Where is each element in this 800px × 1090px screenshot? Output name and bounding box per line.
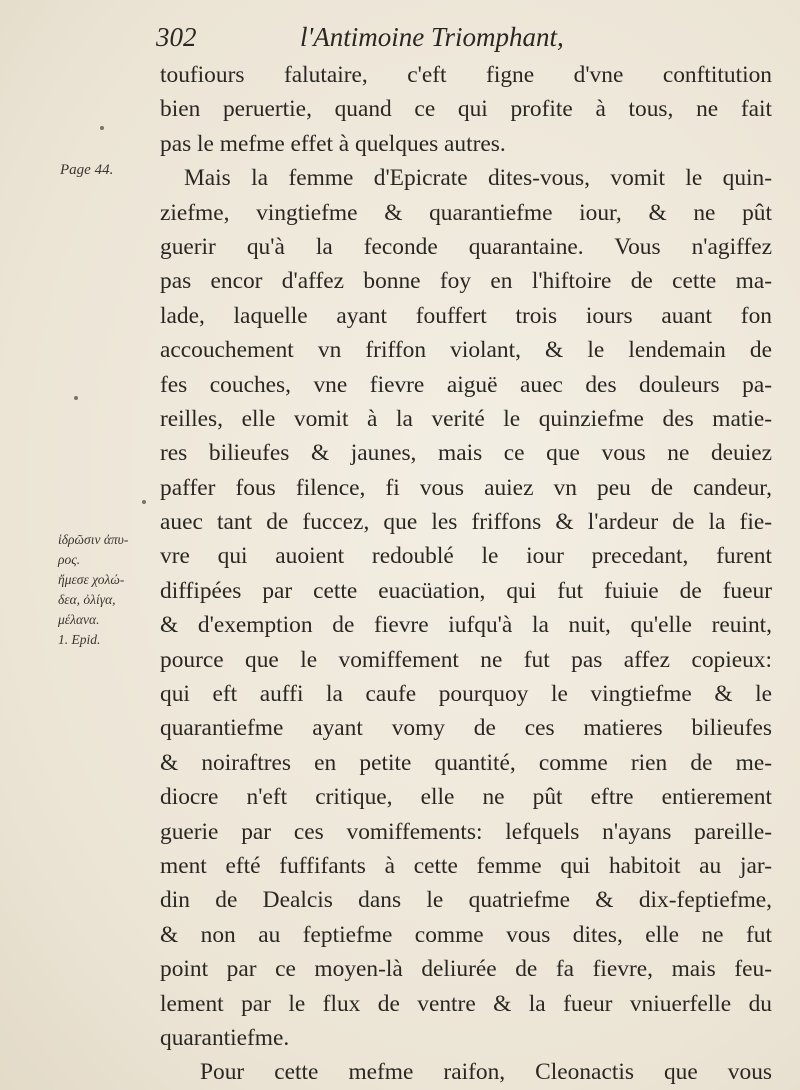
text-line: ment efté fuffifants à cette femme qui habitoit au jar- [160, 852, 772, 879]
text-line: diocre n'eft critique, elle ne pût eftre entierement [160, 784, 772, 811]
page-number: 302 [156, 22, 197, 52]
text-line: lement par le flux de ventre & la fueur vniuerfelle du [160, 990, 772, 1017]
running-title: l'Antimoine Triomphant, [300, 22, 564, 52]
text-line: guerir qu'à la feconde quarantaine. Vous n'agiffez [160, 233, 772, 260]
text-line: diffipées par cette euacüation, qui fut fuiuie de fueur [160, 577, 772, 604]
text-line: Mais la femme d'Epicrate dites-vous, vomit le quin- [184, 165, 772, 192]
page-header [150, 22, 790, 62]
text-line: pas le mefme effet à quelques autres. [160, 130, 506, 157]
text-line: ziefme, vingtiefme & quarantiefme iour, & ne pût [160, 199, 772, 226]
text-line: quarantiefme. [160, 1024, 290, 1051]
text-line: fes couches, vne fievre aiguë auec des douleurs pa- [160, 371, 772, 398]
text-line: & d'exemption de fievre iufqu'à la nuit, qu'elle reuint, [160, 612, 772, 639]
margin-note-greek-citation [58, 530, 158, 650]
text-line: res bilieufes & jaunes, mais ce que vous ne deuiez [160, 440, 772, 467]
text-line: point par ce moyen-là deliurée de fa fievre, mais feu- [160, 956, 772, 983]
margin-note-line: ἤμεσε χολώ- [58, 572, 125, 587]
text-line: din de Dealcis dans le quatriefme & dix-feptiefme, [160, 887, 772, 914]
text-line: vre qui auoient redoublé le iour precedant, furent [160, 543, 772, 570]
text-line: lade, laquelle ayant fouffert trois iours auant fon [160, 302, 772, 329]
margin-mark [100, 126, 104, 130]
text-line: & noiraftres en petite quantité, comme rien de me- [160, 749, 772, 776]
text-line: pource que le vomiffement ne fut pas affez copieux: [160, 646, 772, 673]
margin-note-line: 1. Epid. [58, 632, 101, 647]
margin-note-line: μέλανα. [58, 612, 100, 627]
text-line: toufiours falutaire, c'eft figne d'vne conftitution [160, 62, 772, 88]
text-line: paffer fous filence, fi vous auiez vn peu de candeur, [160, 474, 772, 501]
margin-note-page-reference: Page 44. [60, 162, 114, 178]
text-line: & non au feptiefme comme vous dites, elle ne fut [160, 921, 772, 948]
text-line: auec tant de fuccez, que les friffons & l'ardeur de la fie- [160, 509, 772, 536]
text-line: Pour cette mefme raifon, Cleonactis que vous [200, 1059, 772, 1086]
text-line: guerie par ces vomiffements: lefquels n'ayans pareille- [160, 818, 772, 845]
text-line: bien peruertie, quand ce qui profite à tous, ne fait [160, 96, 772, 123]
body-text [160, 58, 772, 1090]
text-line: pas encor d'affez bonne foy en l'hiftoire de cette ma- [160, 268, 772, 295]
text-line: accouchement vn friffon violant, & le lendemain de [160, 337, 772, 364]
margin-mark [142, 500, 146, 504]
margin-note-line: δεα, ὀλίγα, [58, 592, 116, 607]
text-line: quarantiefme ayant vomy de ces matieres bilieufes [160, 715, 772, 742]
text-line: qui eft auffi la caufe pourquoy le vingtiefme & le [160, 681, 772, 708]
margin-mark [74, 396, 78, 400]
margin-note-line: ρος. [58, 552, 81, 567]
margin-note-line: ἱδρῶσιν ἀπυ- [58, 532, 129, 547]
text-line: reilles, elle vomit à la verité le quinziefme des matie- [160, 405, 772, 432]
